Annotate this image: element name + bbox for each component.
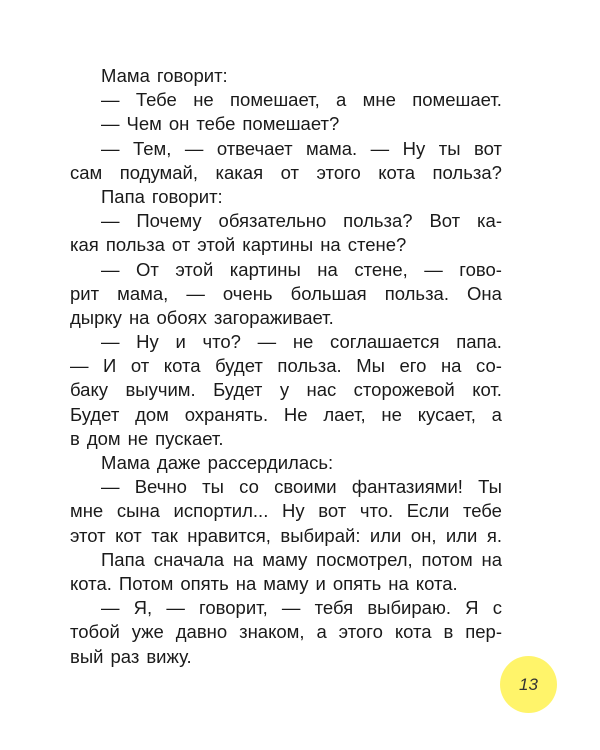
word: говорит, xyxy=(199,597,268,619)
word: — xyxy=(101,210,120,232)
word: не xyxy=(127,427,149,449)
page-number-badge xyxy=(500,656,557,713)
word: в xyxy=(443,621,454,643)
word: со xyxy=(239,476,259,498)
word: уже xyxy=(131,621,164,643)
word: папа. xyxy=(456,331,502,353)
text-line xyxy=(70,427,502,451)
text-line xyxy=(70,378,502,402)
text-line xyxy=(70,233,502,257)
word: От xyxy=(136,258,159,280)
word: от xyxy=(130,355,150,377)
text-line xyxy=(70,403,502,427)
word: или xyxy=(445,524,478,546)
word: пер- xyxy=(465,621,502,643)
word: — xyxy=(101,597,120,619)
word: этого xyxy=(338,621,383,643)
text-line xyxy=(70,330,502,354)
word: кот xyxy=(115,524,142,546)
word: кота. xyxy=(70,572,112,594)
word: обоях xyxy=(156,306,207,328)
word: — xyxy=(101,137,120,159)
word: Будет xyxy=(213,379,263,401)
word: выучим. xyxy=(125,379,196,401)
word: или xyxy=(369,524,402,546)
word: его xyxy=(399,355,427,377)
word: — xyxy=(101,331,120,353)
word: Вот xyxy=(429,210,461,232)
word: со- xyxy=(476,355,502,377)
word: Ну xyxy=(281,500,305,522)
text-line xyxy=(70,596,502,620)
word: Ты xyxy=(478,476,502,498)
word: Потом xyxy=(118,572,174,594)
word: — xyxy=(70,355,89,377)
word: Мы xyxy=(356,355,385,377)
word: Тем, xyxy=(132,137,172,159)
page-number: 13 xyxy=(519,674,538,694)
word: тебе xyxy=(462,500,502,522)
text-line xyxy=(70,209,502,233)
word: тебе xyxy=(196,113,236,135)
word: Тебе xyxy=(135,89,177,111)
word: Я xyxy=(465,597,479,619)
word: польза. xyxy=(384,282,449,304)
word: говорит: xyxy=(156,65,228,86)
word: — xyxy=(370,137,390,159)
word: я. xyxy=(486,524,502,546)
word: мама, xyxy=(117,282,169,304)
word: обязательно xyxy=(218,210,327,232)
word: что. xyxy=(359,500,394,522)
text-line xyxy=(70,645,502,669)
word: большая xyxy=(290,282,367,304)
word: этой xyxy=(197,234,236,256)
word: знаком, xyxy=(239,621,305,643)
word: польза xyxy=(105,234,165,256)
word: на xyxy=(440,355,462,377)
text-line xyxy=(70,112,502,136)
word: этот xyxy=(70,524,106,546)
word: и xyxy=(175,331,186,353)
word: Папа xyxy=(101,548,145,570)
text-line xyxy=(70,475,502,499)
text-line xyxy=(70,185,502,209)
word: этой xyxy=(175,258,214,280)
word: тебя xyxy=(314,597,354,619)
word: кусает, xyxy=(417,403,476,425)
word: — xyxy=(184,137,204,159)
word: подумай, xyxy=(119,161,198,183)
word: — xyxy=(257,331,277,353)
word: так xyxy=(151,524,178,546)
word: дом xyxy=(86,427,121,449)
word: — xyxy=(101,89,120,111)
word: польза. xyxy=(277,355,342,377)
text-line xyxy=(70,548,502,572)
text-line xyxy=(70,451,502,475)
word: Она xyxy=(467,282,502,304)
word: — xyxy=(424,258,443,280)
word: даже xyxy=(156,452,201,473)
word: он xyxy=(168,113,190,135)
word: говорит: xyxy=(151,185,223,207)
word: Почему xyxy=(136,210,202,232)
word: на xyxy=(388,572,409,594)
word: баку xyxy=(70,379,109,401)
word: сам xyxy=(70,161,103,183)
word: на xyxy=(128,306,150,328)
word: не xyxy=(292,331,314,353)
word: а xyxy=(316,621,327,643)
text-line xyxy=(70,258,502,282)
word: кота. xyxy=(415,572,458,594)
word: кот. xyxy=(472,379,502,401)
word: Папа xyxy=(101,185,145,207)
word: давно xyxy=(175,621,228,643)
word: он, xyxy=(410,524,437,546)
word: вот xyxy=(318,500,347,522)
word: опять xyxy=(180,572,229,594)
text-line xyxy=(70,161,502,185)
word: на xyxy=(481,548,502,570)
word: сначала xyxy=(153,548,225,570)
word: раз xyxy=(110,645,140,667)
word: картины xyxy=(229,258,301,280)
word: Мама xyxy=(101,65,150,86)
text-line xyxy=(70,499,502,523)
word: в xyxy=(70,427,80,449)
word: — xyxy=(166,597,185,619)
word: — xyxy=(101,113,120,135)
word: маму xyxy=(262,548,308,570)
text-line xyxy=(70,88,502,112)
word: что? xyxy=(202,331,241,353)
word: с xyxy=(492,597,502,619)
word: Не xyxy=(283,403,308,425)
word: Вечно xyxy=(134,476,187,498)
word: помешает, xyxy=(230,89,320,111)
word: не xyxy=(193,89,214,111)
text-line xyxy=(70,354,502,378)
word: лает, xyxy=(323,403,366,425)
word: тобой xyxy=(70,621,120,643)
word: рассердилась: xyxy=(207,452,334,473)
word: польза? xyxy=(343,210,413,232)
word: нас xyxy=(306,379,337,401)
word: помешает. xyxy=(412,89,502,111)
word: маму xyxy=(263,572,309,594)
word: не xyxy=(381,403,402,425)
word: Мама xyxy=(101,452,150,473)
word: Чем xyxy=(126,113,162,135)
word: будет xyxy=(215,355,263,377)
word: кота xyxy=(163,355,201,377)
word: — xyxy=(101,258,120,280)
text-line xyxy=(70,572,502,596)
word: картины xyxy=(242,234,314,256)
word: выбирай: xyxy=(280,524,361,546)
word: и xyxy=(315,572,326,594)
word: вот xyxy=(473,137,502,159)
word: у xyxy=(279,379,290,401)
text-line xyxy=(70,137,502,161)
word: дом xyxy=(135,403,169,425)
word: соглашается xyxy=(330,331,440,353)
word: охранять. xyxy=(184,403,269,425)
word: кота xyxy=(394,621,432,643)
word: выбираю. xyxy=(367,597,451,619)
word: — xyxy=(186,282,205,304)
word: Ну xyxy=(402,137,426,159)
word: ты xyxy=(438,137,461,159)
text-line xyxy=(70,524,502,548)
word: опять xyxy=(332,572,382,594)
text-line xyxy=(70,64,502,88)
word: испортил... xyxy=(173,500,269,522)
word: кота xyxy=(378,161,415,183)
word: вижу. xyxy=(146,645,192,667)
word: мне xyxy=(362,89,396,111)
word: загораживает. xyxy=(213,306,334,328)
word: стене, xyxy=(354,258,408,280)
word: И xyxy=(103,355,117,377)
word: гово- xyxy=(459,258,502,280)
word: нравится, xyxy=(187,524,271,546)
word: стене? xyxy=(347,234,407,256)
word: Если xyxy=(406,500,450,522)
word: сына xyxy=(116,500,160,522)
text-line xyxy=(70,306,502,330)
word: своими xyxy=(274,476,337,498)
word: потом xyxy=(421,548,473,570)
text-line xyxy=(70,282,502,306)
word: сторожевой xyxy=(353,379,455,401)
word: рит xyxy=(70,282,100,304)
word: Я, xyxy=(133,597,153,619)
word: мне xyxy=(70,500,104,522)
word: польза? xyxy=(432,161,502,183)
word: — xyxy=(281,597,301,619)
word: ты xyxy=(202,476,224,498)
word: очень xyxy=(222,282,273,304)
word: Ну xyxy=(136,331,159,353)
word: вый xyxy=(70,645,104,667)
word: а xyxy=(336,89,347,111)
word: на xyxy=(320,234,341,256)
word: ка- xyxy=(477,210,502,232)
word: мама. xyxy=(306,137,358,159)
story-text xyxy=(70,64,502,669)
word: а xyxy=(491,403,502,425)
word: пускает. xyxy=(155,427,224,449)
word: кая xyxy=(70,234,99,256)
word: на xyxy=(317,258,338,280)
text-line xyxy=(70,620,502,644)
word: посмотрел, xyxy=(316,548,413,570)
word: на xyxy=(232,548,254,570)
word: Будет xyxy=(70,403,120,425)
word: этого xyxy=(316,161,361,183)
word: от xyxy=(280,161,299,183)
word: фантазиями! xyxy=(351,476,463,498)
word: отвечает xyxy=(216,137,293,159)
word: помешает? xyxy=(242,113,340,135)
word: — xyxy=(101,476,120,498)
word: на xyxy=(235,572,257,594)
word: дырку xyxy=(70,306,122,328)
word: от xyxy=(171,234,191,256)
word: какая xyxy=(215,161,264,183)
